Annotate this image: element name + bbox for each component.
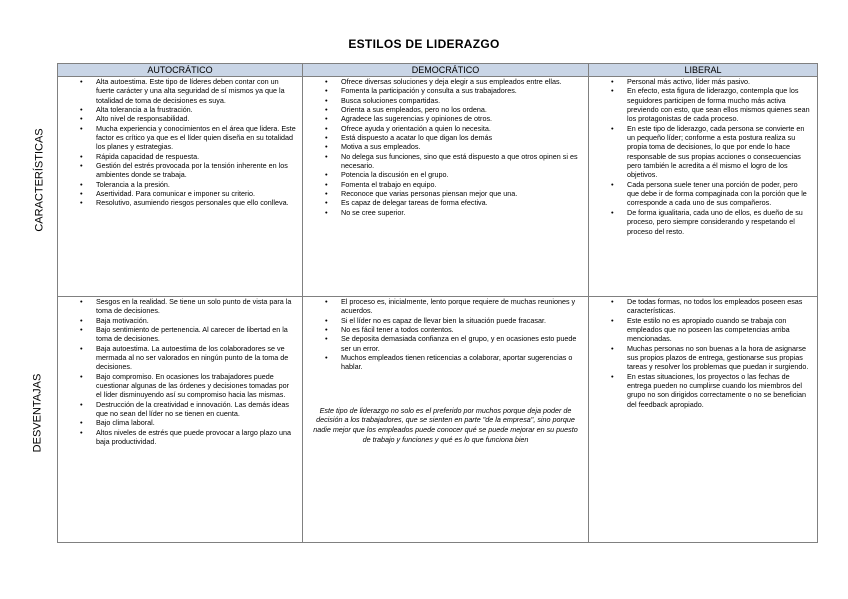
row-label-desventajas: DESVENTAJAS [31,373,44,453]
cell-caracteristicas-autocratico [58,77,303,297]
list-item: • Agradece las sugerencias y opiniones de otros. [303,114,582,123]
list-item: • Orienta a sus empleados, pero no los ordena. [303,105,582,114]
list-item: • Motiva a sus empleados. [303,142,582,151]
list-item: • Bajo clima laboral. [58,418,296,427]
list-item: • Muchas personas no son buenas a la hora de asignarse sus propios plazos de entrega, gestionarse sus propias tareas y resolver los problemas que puedan ir surgiendo. [589,344,811,372]
list-caracteristicas-liberal [589,77,817,236]
cell-caracteristicas-democratico [303,77,589,297]
list-item: • Gestión del estrés provocada por la tensión inherente en los ambientes donde se trabaja. [58,161,296,180]
list-item: • Tolerancia a la presión. [58,180,296,189]
list-item: • Bajo sentimiento de pertenencia. Al carecer de libertad en la toma de decisiones. [58,325,296,344]
list-item: • No es fácil tener a todos contentos. [303,325,582,334]
header-liberal: LIBERAL [589,64,818,77]
list-item: • En estas situaciones, los proyectos o las fechas de entrega pueden no cumplirse cuando los miembros del grupo no son dirigidos correctamente o no se benefician del feedback apropiado. [589,372,811,409]
list-item: • Está dispuesto a acatar lo que digan los demás [303,133,582,142]
list-desventajas-autocratico [58,297,302,447]
list-caracteristicas-autocratico [58,77,302,208]
list-item: • No se cree superior. [303,208,582,217]
list-item: • Sesgos en la realidad. Se tiene un solo punto de vista para la toma de decisiones. [58,297,296,316]
list-item: • De todas formas, no todos los empleados poseen esas características. [589,297,811,316]
list-item: • No delega sus funciones, sino que está dispuesto a que otros opinen si es necesario. [303,152,582,171]
list-item: • Mucha experiencia y conocimientos en el área que lidera. Este factor es crítico ya que es el líder quien diseña en su totalidad los planes y estrategias. [58,124,296,152]
list-item: • En efecto, esta figura de liderazgo, contempla que los seguidores participen de forma mucho más activa previendo con esto, que sean ellos mismos quienes sean los protagonistas de cada proceso. [589,86,811,123]
document-title: ESTILOS DE LIDERAZGO [348,37,500,51]
row-caracteristicas [58,77,818,297]
list-item: • Personal más activo, líder más pasivo. [589,77,811,86]
list-item: • Bajo compromiso. En ocasiones los trabajadores puede cuestionar algunas de las órdenes y decisiones tomadas por el líder disminuyendo así su compromiso hacia las mismas. [58,372,296,400]
cell-desventajas-autocratico [58,297,303,543]
list-item: • De forma igualitaria, cada uno de ellos, es dueño de su proceso, pero siempre considerando y respetando el proceso del resto. [589,208,811,236]
list-item: • Fomenta el trabajo en equipo. [303,180,582,189]
cell-caracteristicas-liberal [589,77,818,297]
list-item: • En este tipo de liderazgo, cada persona se convierte en un pequeño líder; conforme a esta postura realiza su propia toma de decisiones, lo que por ende lo hace responsable de sus propias acciones o consecuencias pero también le acredita a él mismo el logro de los objetivos. [589,124,811,180]
list-item: • Ofrece ayuda y orientación a quien lo necesita. [303,124,582,133]
list-item: • Alta autoestima. Este tipo de líderes deben contar con un fuerte carácter y una alta seguridad de sí mismos ya que la totalidad de toma de decisiones es suya. [58,77,296,105]
list-item: • Potencia la discusión en el grupo. [303,170,582,179]
list-item: • Fomenta la participación y consulta a sus trabajadores. [303,86,582,95]
list-item: • Alta tolerancia a la frustración. [58,105,296,114]
header-autocratico: AUTOCRÁTICO [58,64,303,77]
header-row [58,64,818,77]
democratico-note: Este tipo de liderazgo no solo es el preferido por muchos porque deja poder de decisión a los trabajadores, que se sienten en parte "de la empresa", sino porque nadie mejor que los empleados puede conocer qué se puede mejorar en su puesto de trabajo y funciones y qué es lo que funciona bien [313,405,578,444]
list-item: • Destrucción de la creatividad e innovación. Las demás ideas que no sean del líder no se tienen en cuenta. [58,400,296,419]
list-item: • Baja motivación. [58,316,296,325]
list-item: • El proceso es, inicialmente, lento porque requiere de muchas reuniones y acuerdos. [303,297,582,316]
leadership-styles-table [57,63,818,543]
list-item: • Busca soluciones compartidas. [303,96,582,105]
list-item: • Reconoce que varias personas piensan mejor que una. [303,189,582,198]
cell-desventajas-liberal [589,297,818,543]
list-item: • Si el líder no es capaz de llevar bien la situación puede fracasar. [303,316,582,325]
list-item: • Muchos empleados tienen reticencias a colaborar, aportar sugerencias o hablar. [303,353,582,372]
list-desventajas-democratico [303,297,588,372]
list-item: • Asertividad. Para comunicar e imponer su criterio. [58,189,296,198]
list-desventajas-liberal [589,297,817,409]
list-item: • Alto nivel de responsabilidad. [58,114,296,123]
header-democratico: DEMOCRÁTICO [303,64,589,77]
list-item: • Rápida capacidad de respuesta. [58,152,296,161]
row-desventajas [58,297,818,543]
list-item: • Cada persona suele tener una porción de poder, pero que debe ir de forma compaginada con la porción que le corresponde a cada uno de sus compañeros. [589,180,811,208]
list-item: • Se deposita demasiada confianza en el grupo, y en ocasiones esto puede ser un error. [303,334,582,353]
row-label-caracteristicas: CARACTERÍSTICAS [33,128,46,232]
cell-desventajas-democratico [303,297,589,543]
list-caracteristicas-democratico [303,77,588,217]
list-item: • Resolutivo, asumiendo riesgos personales que ello conlleva. [58,198,296,207]
list-item: • Altos niveles de estrés que puede provocar a largo plazo una baja productividad. [58,428,296,447]
list-item: • Baja autoestima. La autoestima de los colaboradores se ve mermada al no ser valorados en ningún punto de la toma de decisiones. [58,344,296,372]
list-item: • Este estilo no es apropiado cuando se trabaja con empleados que no poseen las competencias arriba mencionadas. [589,316,811,344]
list-item: • Es capaz de delegar tareas de forma efectiva. [303,198,582,207]
list-item: • Ofrece diversas soluciones y deja elegir a sus empleados entre ellas. [303,77,582,86]
